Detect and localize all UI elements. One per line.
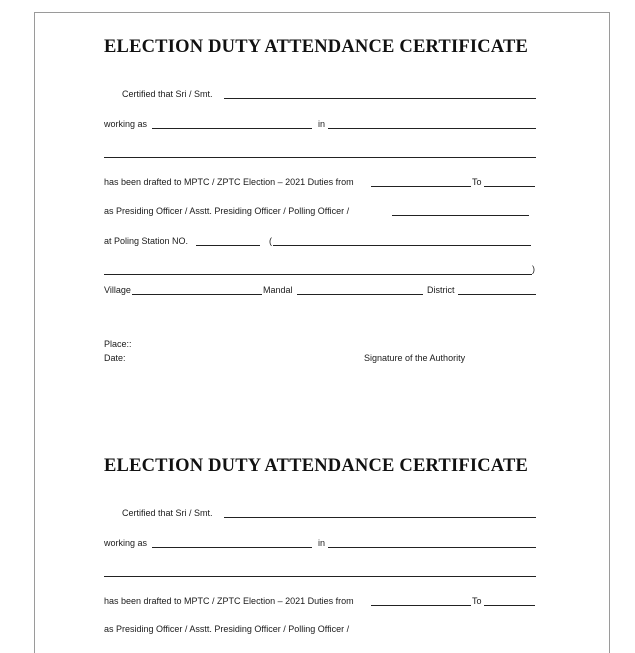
certificate-page <box>34 12 610 653</box>
date-label: Date: <box>104 353 126 363</box>
designation-field[interactable] <box>152 547 312 548</box>
duties-to-field[interactable] <box>484 605 535 606</box>
designation-field[interactable] <box>152 128 312 129</box>
mandal-label: Mandal <box>263 285 293 295</box>
office-field-continued[interactable] <box>104 576 536 577</box>
certificate-title: ELECTION DUTY ATTENDANCE CERTIFICATE <box>104 456 529 476</box>
name-field[interactable] <box>224 98 536 99</box>
name-field[interactable] <box>224 517 536 518</box>
certificate-title: ELECTION DUTY ATTENDANCE CERTIFICATE <box>104 37 529 57</box>
village-field[interactable] <box>132 294 262 295</box>
poling-station-label: at Poling Station NO. <box>104 236 189 246</box>
office-field[interactable] <box>328 547 536 548</box>
in-label: in <box>318 119 326 129</box>
drafted-label: has been drafted to MPTC / ZPTC Election – 2021 Duties from <box>104 596 354 606</box>
in-label: in <box>318 538 326 548</box>
duties-from-field[interactable] <box>371 605 471 606</box>
working-as-label: working as <box>104 119 148 129</box>
open-paren: ( <box>269 236 272 246</box>
poling-station-number-field[interactable] <box>196 245 260 246</box>
poling-station-name-continued[interactable] <box>104 274 532 275</box>
roles-label: as Presiding Officer / Asstt. Presiding Officer / Polling Officer / <box>104 206 350 216</box>
roles-label: as Presiding Officer / Asstt. Presiding Officer / Polling Officer / <box>104 624 350 634</box>
working-as-label: working as <box>104 538 148 548</box>
duties-from-field[interactable] <box>371 186 471 187</box>
place-label: Place:: <box>104 339 132 349</box>
to-label: To <box>472 177 482 187</box>
village-label: Village <box>104 285 131 295</box>
certified-label: Certified that Sri / Smt. <box>122 508 213 518</box>
certified-label: Certified that Sri / Smt. <box>122 89 213 99</box>
to-label: To <box>472 596 482 606</box>
drafted-label: has been drafted to MPTC / ZPTC Election – 2021 Duties from <box>104 177 354 187</box>
mandal-field[interactable] <box>297 294 423 295</box>
close-paren: ) <box>532 264 535 274</box>
district-field[interactable] <box>458 294 536 295</box>
office-field-continued[interactable] <box>104 157 536 158</box>
role-field[interactable] <box>392 215 529 216</box>
district-label: District <box>427 285 455 295</box>
poling-station-name-field[interactable] <box>273 245 531 246</box>
duties-to-field[interactable] <box>484 186 535 187</box>
office-field[interactable] <box>328 128 536 129</box>
signature-label: Signature of the Authority <box>364 353 466 363</box>
